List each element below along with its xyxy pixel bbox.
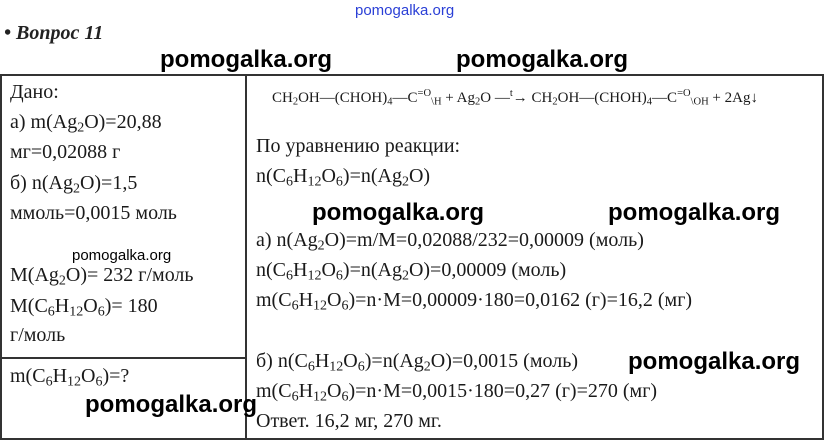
given-b-amount-mol: ммоль=0,0015 моль <box>10 202 177 224</box>
solution-line-2: $n(C_6H_{12}O_6)=n(Ag_2O)$ <box>256 165 431 190</box>
solution-line-1: По уравнению реакции: <box>256 135 461 157</box>
watermark-small: pomogalka.org <box>72 247 172 264</box>
given-a-mass: а) $m(Ag_2O)=20,88$ <box>10 111 162 136</box>
watermark-2: pomogalka.org <box>456 46 629 73</box>
solution-line-6: б) $n(C_6H_{12}O_6)=n(Ag_2O)=0,0015$ (моль) <box>256 350 578 375</box>
given-molar-mass-glucose: $M(C_6H_{12}O_6)= 180$ <box>10 295 158 320</box>
answer-line: Ответ. 16,2 мг, 270 мг. <box>256 410 442 432</box>
solution-line-4: $n(C_6H_{12}O_6)=n(Ag_2O)=0,00009$ (моль) <box>256 259 567 284</box>
given-title: Дано: <box>10 81 59 103</box>
solution-line-3: а) $n(Ag_2O)=m/M=0,02088/232=0,00009$ (моль) <box>256 229 644 254</box>
given-b-amount: б) $n(Ag_2O)=1,5$ <box>10 172 138 197</box>
reaction-equation: $CH_2OH—(CHOH)_4—C^{=O}_{\backslash H} + Ag_2O$ —$^t$→ $CH_2OH—(CHOH)_4—C^{=O}_{\backslash OH}$ + 2Ag↓ <box>272 88 758 108</box>
find-divider <box>0 357 247 359</box>
watermark-1: pomogalka.org <box>160 46 333 73</box>
question-heading: • Вопрос 11 <box>4 22 104 44</box>
watermark-4: pomogalka.org <box>608 199 781 226</box>
watermark-3: pomogalka.org <box>312 199 485 226</box>
given-molar-mass-unit: г/моль <box>10 324 66 346</box>
watermark-5: pomogalka.org <box>85 391 258 418</box>
given-a-mass-grams: мг=0,02088 г <box>10 141 121 163</box>
given-molar-mass-ag2o: $M(Ag_2O)= 232$ г/моль <box>10 264 194 289</box>
watermark-top: pomogalka.org <box>355 2 455 19</box>
find-label: $m(C_6H_{12}O_6)=$? <box>10 365 130 390</box>
watermark-6: pomogalka.org <box>628 348 801 375</box>
solution-line-5: $m(C_6H_{12}O_6)=n\cdot M=0,00009\cdot 180=0,0162$ (г)=16,2 (мг) <box>256 289 693 314</box>
solution-line-7: $m(C_6H_{12}O_6)=n\cdot M=0,0015\cdot 180=0,27$ (г)=270 (мг) <box>256 380 658 405</box>
column-divider <box>245 74 247 438</box>
